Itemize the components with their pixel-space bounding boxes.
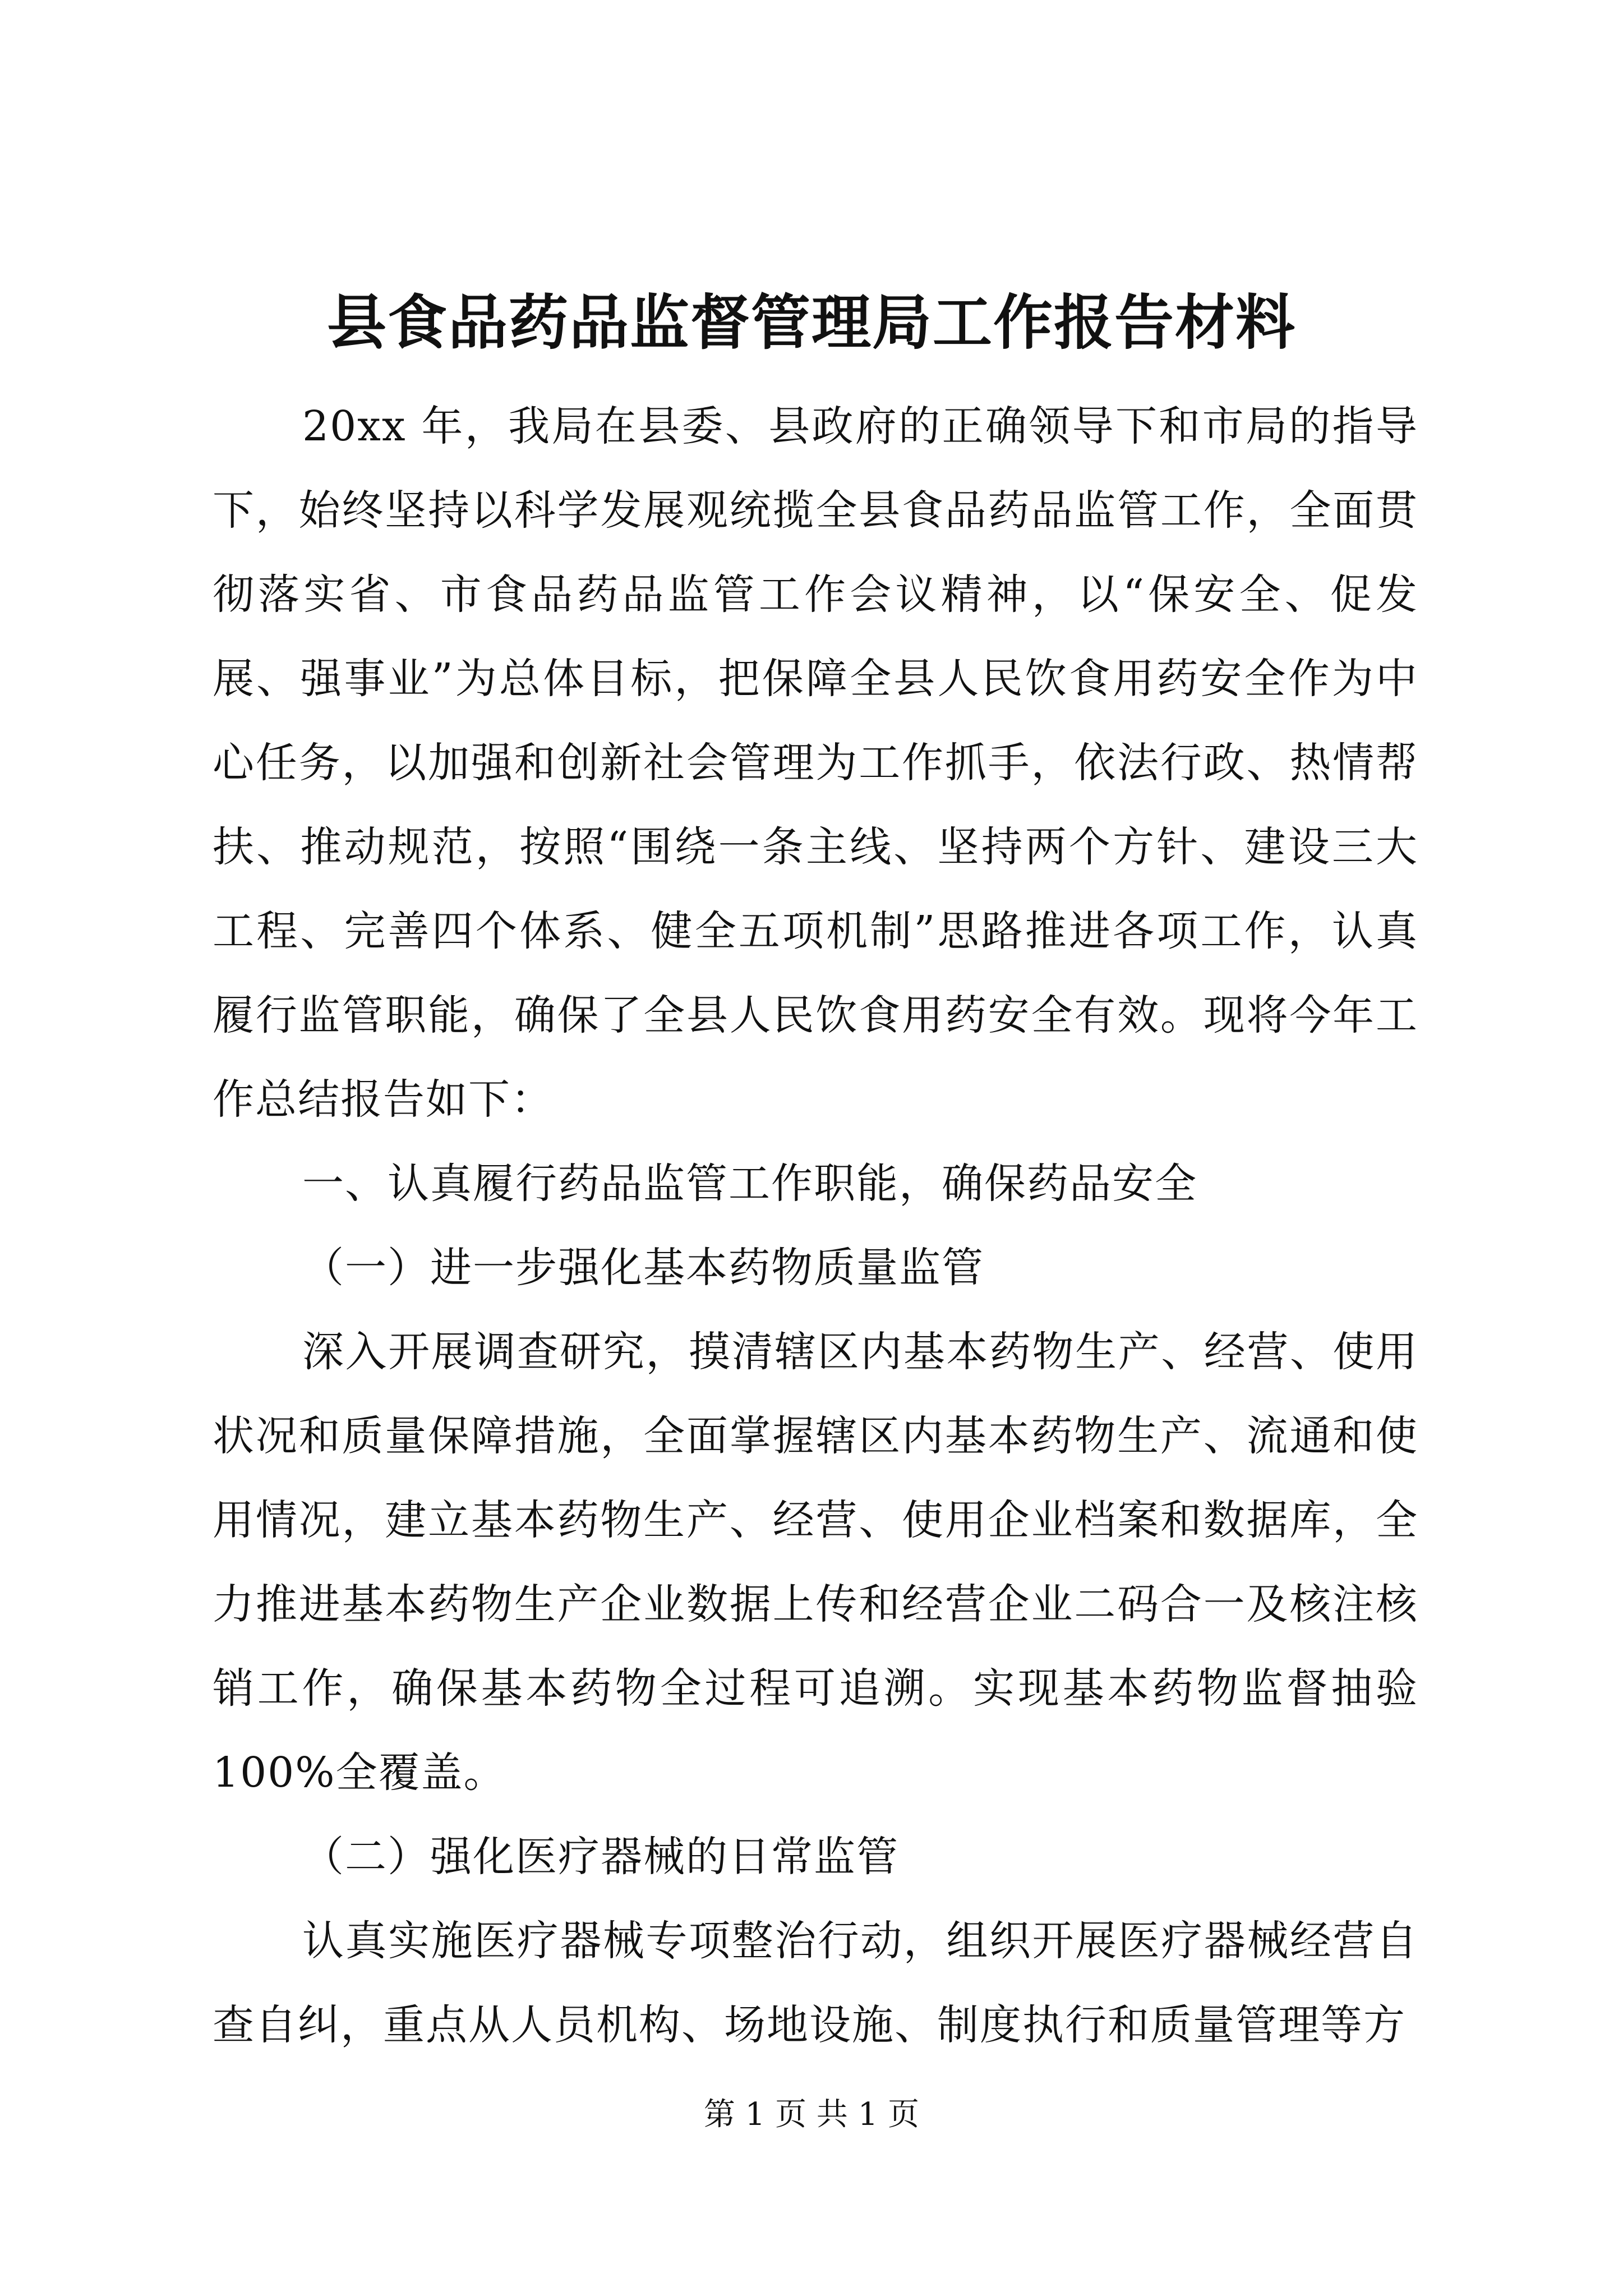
intro-paragraph: 20xx 年，我局在县委、县政府的正确领导下和市局的指导下，始终坚持以科学发展观统揽全县食品药品监管工作，全面贯彻落实省、市食品药品监管工作会议精神，以“保安全、促发展、强事业”为总体目标，把保障全县人民饮食用药安全作为中心任务，以加强和创新社会管理为工作抓手，依法行政、热情帮扶、推动规范，按照“围绕一条主线、坚持两个方针、建设三大工程、完善四个体系、健全五项机制”思路推进各项工作，认真履行监管职能，确保了全县人民饮食用药安全有效。现将今年工作总结报告如下：: [213, 402, 1418, 1124]
page-number-label: 第 1 页 共 1 页: [703, 2096, 920, 2133]
document-title: 县食品药品监督管理局工作报告材料: [327, 287, 1296, 357]
page-footer: [0, 2092, 1623, 2137]
subsection-paragraph-1: 深入开展调查研究，摸清辖区内基本药物生产、经营、使用状况和质量保障措施，全面掌握辖区内基本药物生产、流通和使用情况，建立基本药物生产、经营、使用企业档案和数据库，全力推进基本药物生产企业数据上传和经营企业二码合一及核注核销工作，确保基本药物全过程可追溯。实现基本药物监督抽验100%全覆盖。: [213, 1328, 1418, 1797]
subsection-heading-2: （二）强化医疗器械的日常监管: [302, 1833, 899, 1881]
section-heading-1: 一、认真履行药品监管工作职能，确保药品安全: [302, 1159, 1197, 1208]
subsection-heading-1: （一）进一步强化基本药物质量监管: [302, 1244, 984, 1292]
document-body: [213, 384, 1418, 2067]
subsection-paragraph-2: 认真实施医疗器械专项整治行动，组织开展医疗器械经营自查自纠，重点从人员机构、场地设施、制度执行和质量管理等方: [213, 1917, 1418, 2049]
